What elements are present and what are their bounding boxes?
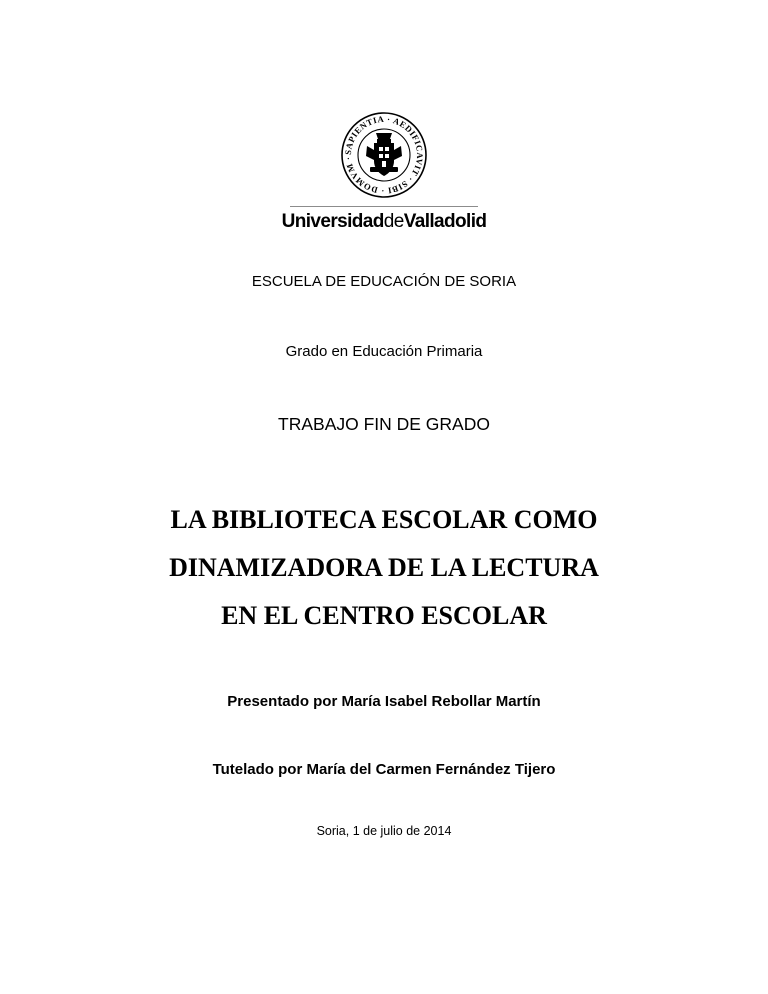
header-divider <box>290 206 478 207</box>
author-line: Presentado por María Isabel Rebollar Martín <box>227 693 541 710</box>
work-type: TRABAJO FIN DE GRADO <box>278 414 490 434</box>
university-seal-icon <box>327 112 441 198</box>
university-logotype <box>0 210 768 234</box>
tutor-line: Tutelado por María del Carmen Fernández Tijero <box>212 761 556 778</box>
degree-name: Grado en Educación Primaria <box>285 343 483 360</box>
place-date: Soria, 1 de julio de 2014 <box>316 824 452 838</box>
logo-text-de: de <box>383 211 404 232</box>
logo-text-universidad: Universidad <box>281 211 384 232</box>
logo-text-valladolid: Valladolid <box>403 211 487 232</box>
thesis-title-line-3: EN EL CENTRO ESCOLAR <box>221 601 547 630</box>
school-name: ESCUELA DE EDUCACIÓN DE SORIA <box>251 273 517 290</box>
thesis-title-line-1: LA BIBLIOTECA ESCOLAR COMO <box>170 505 598 534</box>
university-seal <box>327 112 441 198</box>
svg-text:SAPIENTIA · AEDIFICAVIT · SIBI: SAPIENTIA · AEDIFICAVIT · SIBI · DOMVM · <box>342 113 426 197</box>
thesis-title-line-2: DINAMIZADORA DE LA LECTURA <box>169 553 599 582</box>
